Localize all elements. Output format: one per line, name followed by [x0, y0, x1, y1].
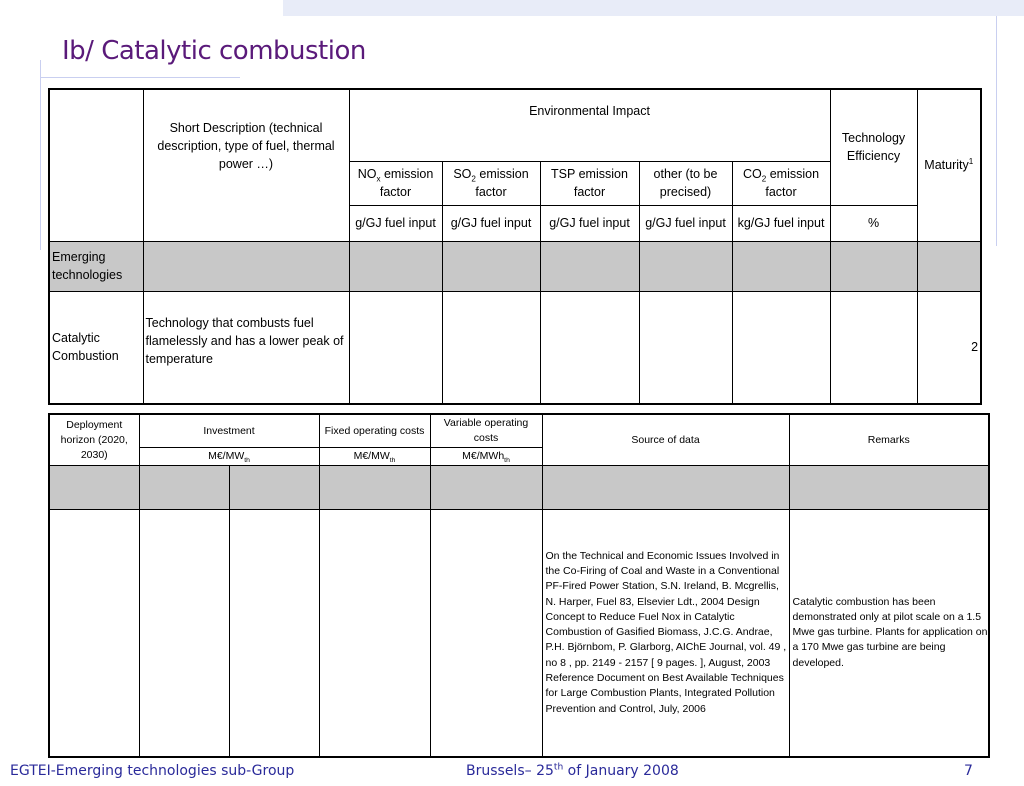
fixed-costs-header: Fixed operating costs: [319, 414, 430, 448]
unit-so2: g/GJ fuel input: [442, 205, 540, 241]
unit-investment: $M€/MW_{th}$: [139, 448, 319, 466]
technology-name: Catalytic Combustion: [49, 291, 143, 404]
investment-header: Investment: [139, 414, 319, 448]
unit-tsp: g/GJ fuel input: [540, 205, 639, 241]
remarks-header: Remarks: [789, 414, 989, 466]
unit-other: g/GJ fuel input: [639, 205, 732, 241]
decorative-line: [40, 77, 240, 78]
technology-efficiency-header: Technology Efficiency: [830, 89, 917, 205]
page-number: 7: [964, 763, 973, 779]
remarks-text: Catalytic combustion has been demonstrated only at pilot scale on a 1.5 Mwe gas turbine. Plants for application on a 170 Mwe gas turbine are being developed.: [789, 510, 989, 757]
source-of-data-text: On the Technical and Economic Issues Involved in the Co-Firing of Coal and Waste in a Conventional PF-Fired Power Station, S.N. Ireland, B. Mcgrellis, N. Harper, Fuel 83, Elsevier Ldt., 2004 Design Concept to Reduce Fuel Nox in Catalytic Combustion of Gasified Biomass, J.C.G. Andrae, P.H. Björnbom, P. Glarborg, AIChE Journal, vol. 49 , no 8 , pp. 2149 - 2157 [ 9 pages. ], August, 2003 Reference Document on Best Available Techniques for Large Combustion Plants, Integrated Pollution Prevention and Control, July, 2006: [542, 510, 789, 757]
footer-group-name: EGTEI-Emerging technologies sub-Group: [10, 763, 295, 779]
grey-separator-row: [49, 466, 989, 510]
unit-variable: M€/MWh$_{th}$: [430, 448, 542, 466]
maturity-value: 2: [917, 291, 981, 404]
decorative-line: [996, 16, 997, 246]
short-description-header: Short Description (technical description, type of fuel, thermal power …): [143, 89, 349, 241]
technology-description: Technology that combusts fuel flamelessly and has a lower peak of temperature: [143, 291, 349, 404]
so2-emission-header: $SO_2$ emission factor: [442, 161, 540, 205]
tsp-emission-header: TSP emission factor: [540, 161, 639, 205]
source-of-data-header: Source of data: [542, 414, 789, 466]
cost-data-row: [49, 510, 989, 757]
unit-fixed: $M€/MW_{th}$: [319, 448, 430, 466]
cost-table: [48, 413, 990, 758]
catalytic-combustion-row: [49, 291, 981, 404]
emerging-technologies-label: Emerging technologies: [49, 241, 143, 291]
co2-emission-header: $CO_2$ emission factor: [732, 161, 830, 205]
maturity-header: Maturity$^1$: [917, 89, 981, 241]
emerging-technologies-row: [49, 241, 981, 291]
deployment-horizon-header: Deployment horizon (2020, 2030): [49, 414, 139, 466]
corner-cell: [49, 89, 143, 241]
other-emission-header: other (to be precised): [639, 161, 732, 205]
unit-efficiency: %: [830, 205, 917, 241]
environmental-impact-header: Environmental Impact: [349, 89, 830, 161]
decorative-line: [40, 60, 41, 250]
unit-co2: kg/GJ fuel input: [732, 205, 830, 241]
unit-nox: g/GJ fuel input: [349, 205, 442, 241]
variable-costs-header: Variable operating costs: [430, 414, 542, 448]
top-decoration-band: [283, 0, 1024, 16]
environmental-impact-table: [48, 88, 982, 405]
nox-emission-header: $NO_x$ emission factor: [349, 161, 442, 205]
slide-title: Ib/ Catalytic combustion: [62, 36, 366, 66]
footer-date: Brussels– 25th of January 2008: [466, 762, 679, 779]
